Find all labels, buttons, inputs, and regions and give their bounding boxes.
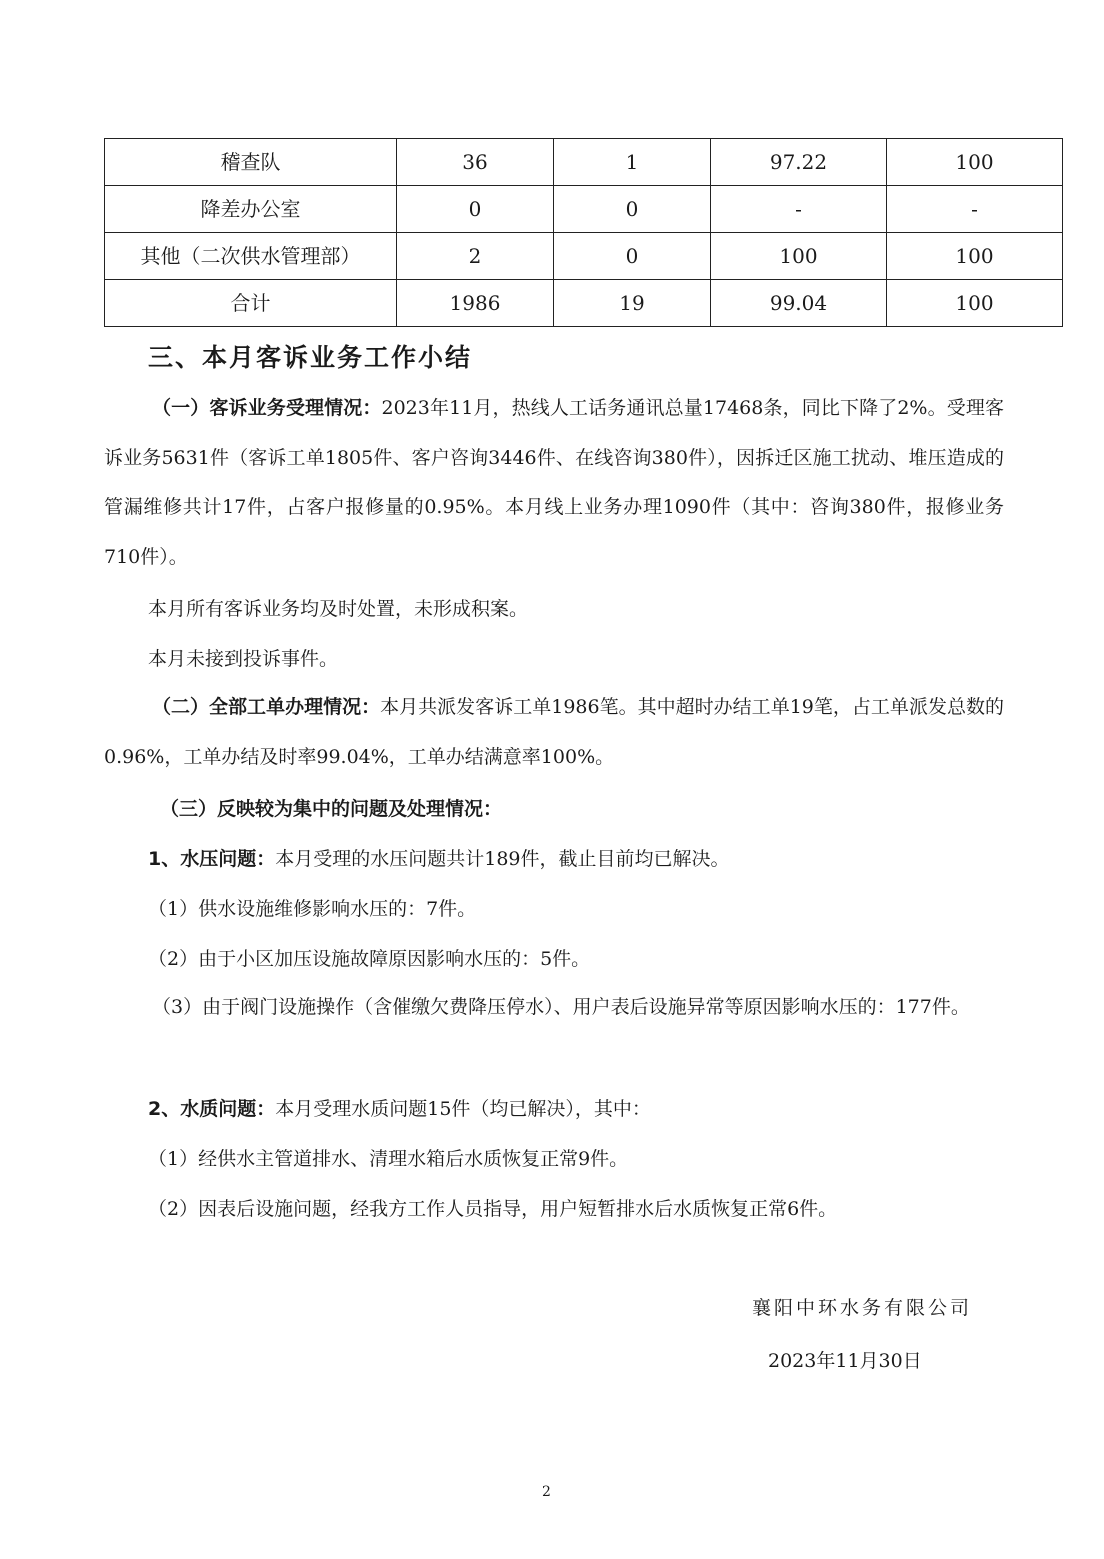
water-pressure-item [148, 844, 730, 874]
paragraph-text: 本月共派发客诉工单1986笔。其中超时办结工单19笔，占工单派发总数的0.96%，工单办结及时率99.04%，工单办结满意率100%。 [104, 696, 1004, 768]
signature-date: 2023年11月30日 [768, 1350, 922, 1372]
table-row [105, 233, 1063, 280]
table-cell: 合计 [105, 280, 397, 327]
table-row-total [105, 280, 1063, 327]
paragraph-text: 2023年11月，热线人工话务通讯总量17468条，同比下降了2%。受理客诉业务5631件（客诉工单1805件、客户咨询3446件、在线咨询380件），因拆迁区施工扰动、堆压造成的管漏维修共计17件，占客户报修量的0.95%。本月线上业务办理1090件（其中：咨询380件，报修业务710件）。 [104, 397, 1004, 568]
table-cell: 100 [711, 233, 887, 280]
table-cell: - [887, 186, 1063, 233]
page-number: 2 [542, 1484, 551, 1500]
table-cell: 1 [554, 139, 711, 186]
table-cell: 19 [554, 280, 711, 327]
item-text: 本月受理的水压问题共计189件，截止目前均已解决。 [275, 848, 730, 870]
table-cell: 降差办公室 [105, 186, 397, 233]
table-cell: 其他（二次供水管理部） [105, 233, 397, 280]
table-cell: 0 [397, 186, 554, 233]
table-cell: 100 [887, 280, 1063, 327]
complaint-note: 本月未接到投诉事件。 [148, 648, 339, 670]
quality-sub-item: （2）因表后设施问题，经我方工作人员指导，用户短暂排水后水质恢复正常6件。 [148, 1198, 838, 1220]
item-text: 本月受理水质问题15件（均已解决），其中： [275, 1098, 651, 1120]
backlog-note: 本月所有客诉业务均及时处置，未形成积案。 [148, 598, 529, 620]
company-signature: 襄阳中环水务有限公司 [752, 1297, 973, 1319]
table-cell: 99.04 [711, 280, 887, 327]
item-label: 2、水质问题： [148, 1098, 276, 1120]
paragraph-label: （一）客诉业务受理情况： [152, 397, 382, 419]
section-heading: 三、本月客诉业务工作小结 [148, 343, 473, 372]
work-order-paragraph [104, 683, 1004, 782]
table-cell: 97.22 [711, 139, 887, 186]
table-cell: 1986 [397, 280, 554, 327]
item-label: 1、水压问题： [148, 848, 276, 870]
table-row [105, 139, 1063, 186]
table-cell: 稽查队 [105, 139, 397, 186]
table-row [105, 186, 1063, 233]
quality-sub-item: （1）经供水主管道排水、清理水箱后水质恢复正常9件。 [148, 1148, 629, 1170]
table-cell: 100 [887, 139, 1063, 186]
table-cell: 0 [554, 233, 711, 280]
table-cell: 2 [397, 233, 554, 280]
pressure-sub-item: （2）由于小区加压设施故障原因影响水压的：5件。 [148, 948, 591, 970]
table-cell: 0 [554, 186, 711, 233]
paragraph-label: （二）全部工单办理情况： [152, 696, 381, 718]
table-cell: 100 [887, 233, 1063, 280]
pressure-sub-item: （3）由于阀门设施操作（含催缴欠费降压停水）、用户表后设施异常等原因影响水压的：177件。 [152, 996, 970, 1018]
pressure-sub-item: （1）供水设施维修影响水压的：7件。 [148, 898, 477, 920]
complaint-acceptance-paragraph [104, 384, 1004, 582]
statistics-table [104, 138, 1063, 327]
table-cell: 36 [397, 139, 554, 186]
table-cell: - [711, 186, 887, 233]
issues-subheading: （三）反映较为集中的问题及处理情况： [160, 798, 503, 820]
water-quality-item [148, 1094, 651, 1124]
